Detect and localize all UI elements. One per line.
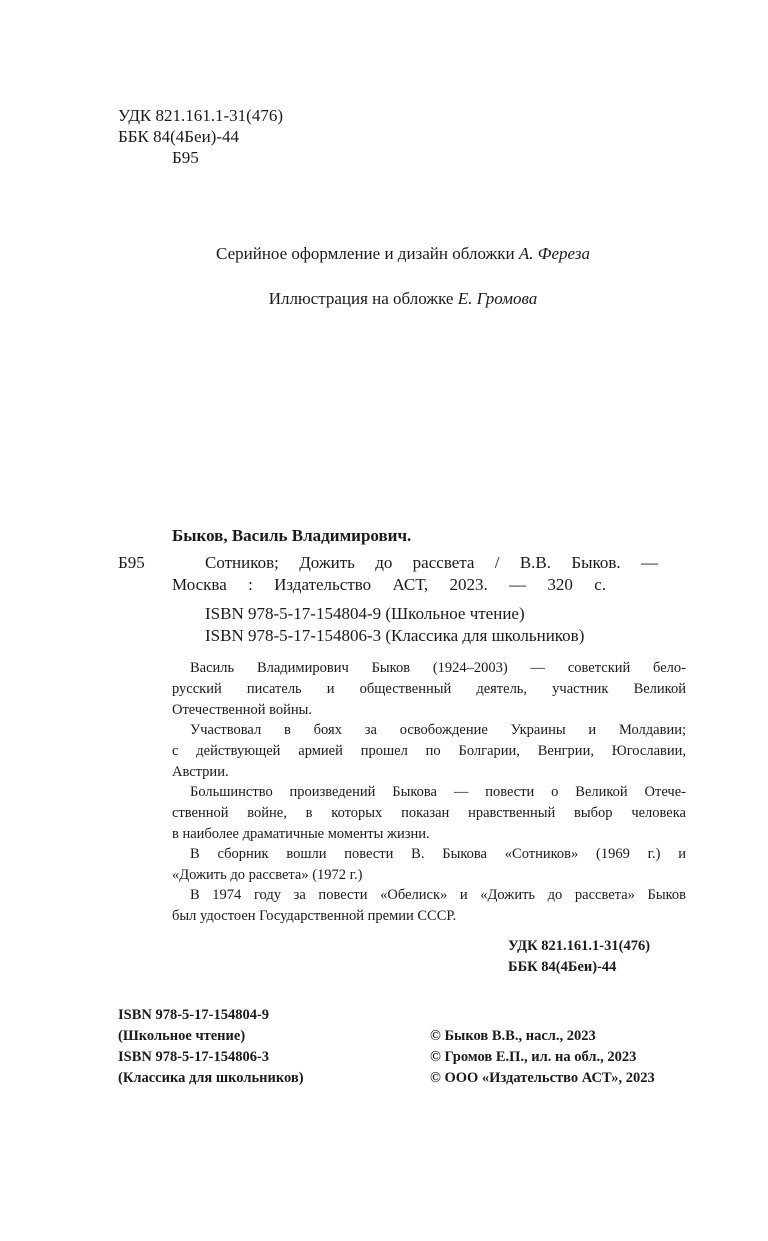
annotation-line: в наиболее драматичные моменты жизни. xyxy=(172,826,430,842)
annotation-line: Австрии. xyxy=(172,764,229,780)
copyright-illustrator: © Громов Е.П., ил. на обл., 2023 xyxy=(430,1049,637,1065)
annotation-line: В 1974 году за повести «Обелиск» и «Дожить до рассвета» Быков xyxy=(190,887,686,903)
annotation-line: с действующей армией прошел по Болгарии, Венгрии, Югославии, xyxy=(172,743,686,759)
illustration-text: Иллюстрация на обложке xyxy=(268,289,458,308)
copyright-publisher: © ООО «Издательство АСТ», 2023 xyxy=(430,1070,655,1086)
illustrator-name: Е. Громова xyxy=(457,289,538,308)
isbn-bottom-1-series: (Школьное чтение) xyxy=(118,1028,246,1044)
bbk-code: ББК 84(4Беи)-44 xyxy=(118,127,240,146)
record-title-line-2: Москва : Издательство АСТ, 2023. — 320 с. xyxy=(172,575,606,594)
annotation-line: ственной войне, в которых показан нравственный выбор человека xyxy=(172,805,686,821)
annotation-line: «Дожить до рассвета» (1972 г.) xyxy=(172,867,363,883)
record-isbn-2: ISBN 978-5-17-154806-3 (Классика для школьников) xyxy=(205,626,585,645)
annotation-line: Большинство произведений Быкова — повести о Великой Отече- xyxy=(190,784,686,800)
isbn-bottom-1: ISBN 978-5-17-154804-9 xyxy=(118,1007,270,1023)
cover-design-text: Серийное оформление и дизайн обложки xyxy=(216,244,519,263)
bbk-code-bottom: ББК 84(4Беи)-44 xyxy=(508,959,617,975)
annotation-line: русский писатель и общественный деятель, участник Великой xyxy=(172,681,686,697)
udk-code: УДК 821.161.1-31(476) xyxy=(118,106,283,125)
udk-code-bottom: УДК 821.161.1-31(476) xyxy=(508,938,651,954)
annotation-line: В сборник вошли повести В. Быкова «Сотников» (1969 г.) и xyxy=(190,846,686,862)
cover-designer-name: А. Фереза xyxy=(518,244,590,263)
copyright-author: © Быков В.В., насл., 2023 xyxy=(430,1028,596,1044)
annotation-line: был удостоен Государственной премии СССР. xyxy=(172,908,457,924)
record-isbn-1: ISBN 978-5-17-154804-9 (Школьное чтение) xyxy=(205,604,525,623)
record-title-line-1: Сотников; Дожить до рассвета / В.В. Быков. — xyxy=(205,553,658,572)
record-code: Б95 xyxy=(118,553,145,572)
annotation-line: Участвовал в боях за освобождение Украины и Молдавии; xyxy=(190,722,686,738)
illustration-credit xyxy=(0,288,768,309)
annotation-line: Отечественной войны. xyxy=(172,702,312,718)
isbn-bottom-2: ISBN 978-5-17-154806-3 xyxy=(118,1049,270,1065)
author-code: Б95 xyxy=(172,148,199,167)
cover-design-credit xyxy=(0,243,768,264)
isbn-bottom-2-series: (Классика для школьников) xyxy=(118,1070,304,1086)
annotation-line: Василь Владимирович Быков (1924–2003) — советский бело- xyxy=(190,660,686,676)
author-heading: Быков, Василь Владимирович. xyxy=(172,526,412,545)
